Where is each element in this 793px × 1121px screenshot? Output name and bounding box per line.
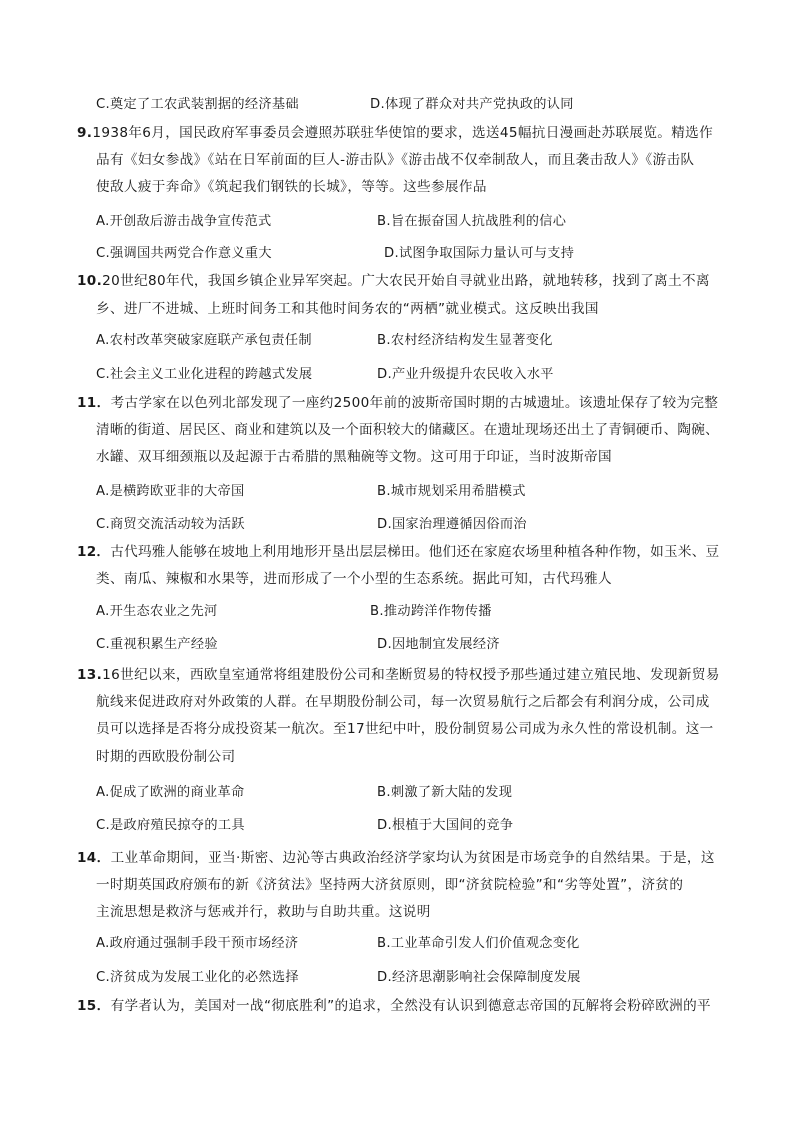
q9-option-a: A.开创敌后游击战争宣传范式 bbox=[96, 214, 272, 229]
q12-number: 12． bbox=[77, 544, 111, 560]
q13-option-a: A.促成了欧洲的商业革命 bbox=[96, 785, 245, 800]
q14-number: 14． bbox=[77, 850, 111, 866]
q12-option-b: B.推动跨洋作物传播 bbox=[370, 604, 492, 619]
q10-stem-line-2: 乡、进厂不进城、上班时间务工和其他时间务农的“两栖”就业模式。这反映出我国 bbox=[96, 301, 599, 317]
q9-stem-line-3: 使敌人疲于奔命》《筑起我们钢铁的长城》，等等。这些参展作品 bbox=[96, 179, 487, 195]
q14-stem-line-2: 一时期英国政府颁布的新《济贫法》坚持两大济贫原则，即“济贫院检验”和“劣等处置”，济贫的 bbox=[96, 877, 684, 893]
q10-option-b: B.农村经济结构发生显著变化 bbox=[377, 333, 553, 348]
q11-stem-line-2: 清晰的街道、居民区、商业和建筑以及一个面积较大的储藏区。在遗址现场还出土了青铜硬币、陶碗、 bbox=[96, 422, 719, 438]
q13-option-d: D.根植于大国间的竞争 bbox=[377, 818, 514, 833]
q11-option-a: A.是横跨欧亚非的大帝国 bbox=[96, 484, 245, 499]
q15-number: 15． bbox=[77, 998, 111, 1014]
q10-option-d: D.产业升级提升农民收入水平 bbox=[377, 367, 554, 382]
q9-stem-line-1: 9.1938年6月，国民政府军事委员会遵照苏联驻华使馆的要求，选送45幅抗日漫画赴苏联展览。精选作 bbox=[77, 125, 714, 141]
q12-option-a: A.开生态农业之先河 bbox=[96, 604, 218, 619]
q10-stem-line-1: 10.20世纪80年代，我国乡镇企业异军突起。广大农民开始自寻就业出路，就地转移，找到了离土不离 bbox=[77, 273, 710, 289]
q11-number: 11． bbox=[77, 395, 111, 411]
q15-stem-line-1: 15．有学者认为，美国对一战“彻底胜利”的追求，全然没有认识到德意志帝国的瓦解将会粉碎欧洲的平 bbox=[77, 998, 711, 1014]
q9-number: 9. bbox=[77, 125, 93, 141]
q13-option-b: B.刺激了新大陆的发现 bbox=[377, 785, 513, 800]
q9-option-b: B.旨在振奋国人抗战胜利的信心 bbox=[377, 214, 567, 229]
q8-option-d: D.体现了群众对共产党执政的认同 bbox=[370, 97, 574, 112]
q12-option-c: C.重视积累生产经验 bbox=[96, 637, 218, 652]
q13-stem-line-1: 13.16世纪以来，西欧皇室通常将组建股份公司和垄断贸易的特权授予那些通过建立殖民地、发现新贸易 bbox=[77, 667, 720, 683]
q12-option-d: D.因地制宜发展经济 bbox=[377, 637, 500, 652]
q11-option-b: B.城市规划采用希腊模式 bbox=[377, 484, 526, 499]
q13-number: 13. bbox=[77, 667, 103, 683]
q14-stem-line-3: 主流思想是救济与惩戒并行，救助与自助共重。这说明 bbox=[96, 904, 431, 920]
q14-option-a: A.政府通过强制手段干预市场经济 bbox=[96, 936, 299, 951]
q13-stem-line-3: 员可以选择是否将分成投资某一航次。至17世纪中叶，股份制贸易公司成为永久性的常设机制。这一 bbox=[96, 721, 714, 737]
q14-option-d: D.经济思潮影响社会保障制度发展 bbox=[377, 970, 581, 985]
q12-stem-line-2: 类、南瓜、辣椒和水果等，进而形成了一个小型的生态系统。据此可知，古代玛雅人 bbox=[96, 571, 612, 587]
q11-stem-line-3: 水罐、双耳细颈瓶以及起源于古希腊的黑釉碗等文物。这可用于印证，当时波斯帝国 bbox=[96, 449, 612, 465]
q11-stem-line-1: 11．考古学家在以色列北部发现了一座约2500年前的波斯帝国时期的古城遗址。该遗址保存了较为完整 bbox=[77, 395, 719, 411]
q11-option-d: D.国家治理遵循因俗而治 bbox=[377, 517, 527, 532]
q13-option-c: C.是政府殖民掠夺的工具 bbox=[96, 818, 245, 833]
q11-option-c: C.商贸交流活动较为活跃 bbox=[96, 517, 245, 532]
q14-option-b: B.工业革命引发人们价值观念变化 bbox=[377, 936, 580, 951]
q10-option-c: C.社会主义工业化进程的跨越式发展 bbox=[96, 367, 313, 382]
q13-stem-line-4: 时期的西欧股份制公司 bbox=[96, 749, 236, 765]
q9-option-d: D.试图争取国际力量认可与支持 bbox=[384, 246, 575, 261]
q13-stem-line-2: 航线来促进政府对外政策的人群。在早期股份制公司，每一次贸易航行之后都会有利润分成，公司成 bbox=[96, 694, 710, 710]
q12-stem-line-1: 12．古代玛雅人能够在坡地上利用地形开垦出层层梯田。他们还在家庭农场里种植各种作物，如玉米、豆 bbox=[77, 544, 720, 560]
q10-option-a: A.农村改革突破家庭联产承包责任制 bbox=[96, 333, 312, 348]
q10-number: 10. bbox=[77, 273, 103, 289]
q9-stem-line-2: 品有《妇女参战》《站在日军前面的巨人-游击队》《游击战不仅牵制敌人，而且袭击敌人》《游击队 bbox=[96, 152, 695, 168]
q14-stem-line-1: 14．工业革命期间，亚当·斯密、边沁等古典政治经济学家均认为贫困是市场竞争的自然结果。于是，这 bbox=[77, 850, 715, 866]
q8-option-c: C.奠定了工农武装割据的经济基础 bbox=[96, 97, 299, 112]
q14-option-c: C.济贫成为发展工业化的必然选择 bbox=[96, 970, 299, 985]
q9-option-c: C.强调国共两党合作意义重大 bbox=[96, 246, 272, 261]
